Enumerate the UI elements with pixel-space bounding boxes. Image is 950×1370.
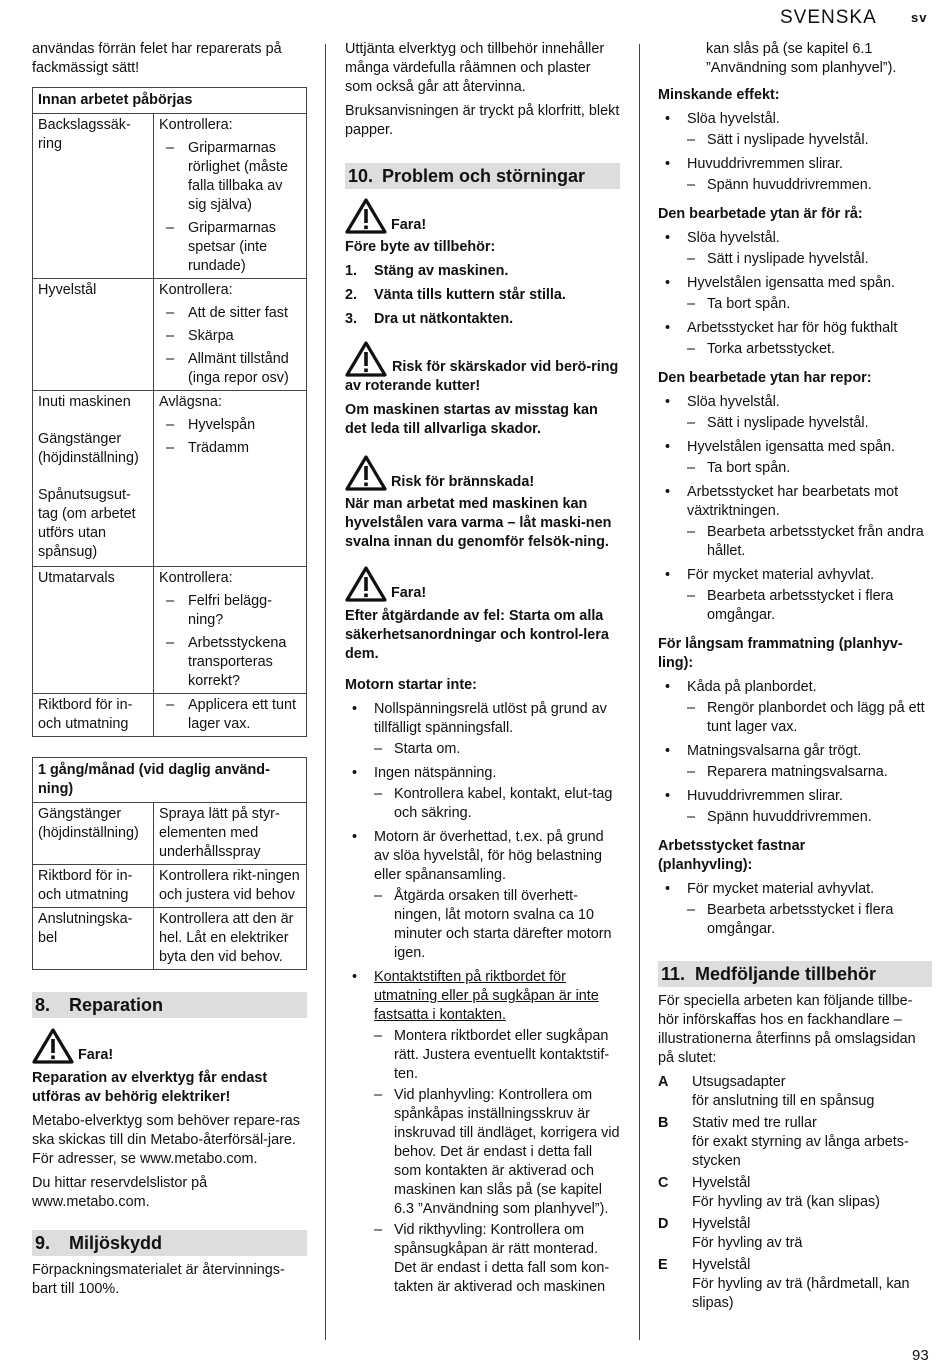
accessory-desc: För hyvling av trä <box>692 1235 803 1251</box>
list-item <box>345 764 620 823</box>
list-item-text: Kåda på planbordet. <box>687 679 817 695</box>
table-cell: Anslutningska-bel <box>33 908 154 970</box>
maintenance-table-monthly <box>32 757 307 970</box>
sub-item: – Sätt i nyslipade hyvelstål. <box>687 414 932 433</box>
section-heading-miljoskydd <box>32 1230 307 1256</box>
accessory-item <box>658 1114 932 1171</box>
table-heading: 1 gång/månad (vid daglig använd-ning) <box>33 758 307 803</box>
table-row <box>33 694 307 737</box>
sub-item: – Spänn huvuddrivremmen. <box>687 176 932 195</box>
paragraph: Du hittar reservdelslistor på www.metabo.com. <box>32 1175 208 1210</box>
accessory-name: Hyvelstål <box>692 1216 751 1232</box>
sub-item: – Vid planhyvling: Kontrollera om spånkåpas inställningsskruv är inskruvad till ändläget, korrigera vid behov. Det är endast i detta fall som kontakten är aktiverad och maskinen kan slås på (se kapitel 6.3 ”Användning som planhyvel”). <box>374 1086 620 1219</box>
warning-triangle-icon <box>32 1028 74 1064</box>
cell-action: Kontrollera: <box>159 117 233 133</box>
language-label: SVENSKA <box>780 7 877 28</box>
cell-item: Gängstänger (höjdinställning) <box>38 431 139 466</box>
table-cell: Riktbord för in- och utmatning <box>33 865 154 908</box>
sub-item: – Torka arbetsstycket. <box>687 340 932 359</box>
intro-text: användas förrän felet har reparerats på fackmässigt sätt! <box>32 41 282 76</box>
warning-text: Om maskinen startas av misstag kan det leda till allvarliga skador. <box>345 402 598 437</box>
accessory-key: B <box>658 1115 669 1131</box>
list-item: – Hyvelspån <box>159 416 301 435</box>
table-row <box>33 279 307 391</box>
list-item-text: Huvuddrivremmen slirar. <box>687 788 843 804</box>
table-row <box>33 908 307 970</box>
table-cell: Riktbord för in- och utmatning <box>33 694 154 737</box>
column-3 <box>658 40 932 1313</box>
sub-item: – Ta bort spån. <box>687 459 932 478</box>
cell-action: Kontrollera: <box>159 282 233 298</box>
list-item-text: Hyvelstålen igensatta med spån. <box>687 439 895 455</box>
list-item: – Arbetsstyckena transporteras korrekt? <box>159 634 301 691</box>
subheading: Motorn startar inte: <box>345 677 477 693</box>
table-cell <box>154 567 307 694</box>
warning-label: Fara! <box>391 585 427 601</box>
warning-text: När man arbetat med maskinen kan hyvelstålen vara varma – låt maski-nen svalna innan du genomför felsök-ning. <box>345 496 612 550</box>
list-item <box>658 319 932 359</box>
table-row <box>33 567 307 694</box>
accessory-key: E <box>658 1257 668 1273</box>
sub-item: – Bearbeta arbetsstycket i flera omgångar. <box>687 587 932 625</box>
sub-item: – Montera riktbordet eller sugkåpan rätt. Justera eventuellt kontaktstif-ten. <box>374 1027 620 1084</box>
sub-item: – Vid rikthyvling: Kontrollera om spånsugkåpan är rätt monterad. Det är endast i detta fall som kon-takten är aktiverad och maskinen <box>374 1221 620 1297</box>
paragraph: Bruksanvisningen är tryckt på klorfritt, blekt papper. <box>345 103 620 138</box>
table-cell <box>154 694 307 737</box>
section-title: Miljöskydd <box>69 1233 163 1253</box>
list-item <box>658 787 932 827</box>
list-item: – Griparmarnas rörlighet (måste falla tillbaka av sig själva) <box>159 139 301 215</box>
section-number: 11. <box>661 964 686 984</box>
list-item-text: Huvuddrivremmen slirar. <box>687 156 843 172</box>
list-item <box>345 828 620 963</box>
cell-item: Spånutsugsut-tag (om arbetet utförs utan spånsug) <box>38 487 136 560</box>
list-item-text: Kontaktstiften på riktbordet för utmatning eller på sugkåpan är inte fastsatta i kontakten. <box>374 969 599 1023</box>
accessory-name: Hyvelstål <box>692 1257 751 1273</box>
list-item-text: Slöa hyvelstål. <box>687 111 780 127</box>
warning <box>345 566 620 602</box>
step-item <box>345 310 620 329</box>
section-heading-problem <box>345 163 620 189</box>
table-cell: Gängstänger (höjdinställning) <box>33 803 154 865</box>
table-cell: Kontrollera att den är hel. Låt en elektriker byta den vid behov. <box>154 908 307 970</box>
subheading: Den bearbetade ytan har repor: <box>658 370 872 386</box>
step-item <box>345 262 620 281</box>
warning-label: Risk för brännskada! <box>391 474 535 490</box>
sub-item: – Bearbeta arbetsstycket i flera omgångar. <box>687 901 932 939</box>
section-number: 9. <box>35 1233 51 1253</box>
sub-item: – Starta om. <box>374 740 620 759</box>
table-row <box>33 114 307 279</box>
column-divider <box>639 44 640 1340</box>
sub-item: – Spänn huvuddrivremmen. <box>687 808 932 827</box>
column-divider <box>325 44 326 1340</box>
warning-label: Risk för skärskador vid berö-ring av roterande kutter! <box>345 359 619 394</box>
section-heading-tillbehor <box>658 961 932 987</box>
accessory-item <box>658 1215 932 1253</box>
step-text: Vänta tills kuttern står stilla. <box>374 287 566 303</box>
maintenance-table-before-work <box>32 87 307 737</box>
accessory-name: Stativ med tre rullar <box>692 1115 817 1131</box>
table-row <box>33 391 307 567</box>
step-number: 3. <box>345 311 358 327</box>
warning-triangle-icon <box>345 566 387 602</box>
step-text: Stäng av maskinen. <box>374 263 509 279</box>
list-item <box>658 678 932 737</box>
section-heading-reparation <box>32 992 307 1018</box>
sub-item: – Ta bort spån. <box>687 295 932 314</box>
sub-item: – Åtgärda orsaken till överhett-ningen, låt motorn svalna ca 10 minuter och starta därefter motorn igen. <box>374 887 620 963</box>
list-item <box>658 155 932 195</box>
list-item: – Felfri belägg-ning? <box>159 592 301 630</box>
section-title: Medföljande tillbehör <box>695 964 877 984</box>
list-item-text: Nollspänningsrelä utlöst på grund av tillfälligt spänningsfall. <box>374 701 607 736</box>
list-item-text: Ingen nätspänning. <box>374 765 497 781</box>
list-item: – Allmänt tillstånd (inga repor osv) <box>159 350 301 388</box>
accessory-name: Utsugsadapter <box>692 1074 786 1090</box>
table-cell <box>154 279 307 391</box>
section-title: Reparation <box>69 995 164 1015</box>
section-number: 10. <box>348 166 374 186</box>
list-item-text: Arbetsstycket har för hög fukthalt <box>687 320 898 336</box>
list-item-text: Slöa hyvelstål. <box>687 394 780 410</box>
table-cell: Backslagssäk-ring <box>33 114 154 279</box>
accessory-desc: för exakt styrning av långa arbets-stycken <box>692 1134 909 1169</box>
accessory-item <box>658 1174 932 1212</box>
sub-item: – Reparera matningsvalsarna. <box>687 763 932 782</box>
list-item-text: Motorn är överhettad, t.ex. på grund av slöa hyvelstål, för hög belastning eller spånansamling. <box>374 829 604 883</box>
accessory-item <box>658 1073 932 1111</box>
list-item <box>345 968 620 1297</box>
warning-text: Reparation av elverktyg får endast utföras av behörig elektriker! <box>32 1070 268 1105</box>
table-cell: Spraya lätt på styr-elementen med underhållsspray <box>154 803 307 865</box>
list-item-text: Slöa hyvelstål. <box>687 230 780 246</box>
subheading: Den bearbetade ytan är för rå: <box>658 206 863 222</box>
sub-item: – Sätt i nyslipade hyvelstål. <box>687 131 932 150</box>
paragraph: Metabo-elverktyg som behöver repare-ras ska skickas till din Metabo-återförsäl-jare. För adresser, se www.metabo.com. <box>32 1113 300 1167</box>
list-item <box>658 566 932 625</box>
warning <box>345 341 620 396</box>
warning-label: Fara! <box>78 1047 114 1063</box>
subheading: För långsam frammatning (planhyv-ling): <box>658 636 903 671</box>
list-item <box>658 393 932 433</box>
table-row <box>33 803 307 865</box>
accessory-item <box>658 1256 932 1313</box>
step-item <box>345 286 620 305</box>
warning-label: Fara! <box>391 217 427 233</box>
accessory-key: A <box>658 1074 669 1090</box>
cell-action: Kontrollera: <box>159 570 233 586</box>
warning <box>32 1028 307 1064</box>
paragraph: kan slås på (se kapitel 6.1 ”Användning som planhyvel”). <box>706 41 897 76</box>
warning <box>345 198 620 234</box>
warning-text: Efter åtgärdande av fel: Starta om alla säkerhetsanordningar och kontrol-lera dem. <box>345 608 609 662</box>
paragraph: För speciella arbeten kan följande tillbe-hör införskaffas hos en fackhandlare – illustrationerna återfinns på omslagsidan på slutet: <box>658 993 916 1066</box>
subheading: Minskande effekt: <box>658 87 780 103</box>
sub-item: – Kontrollera kabel, kontakt, elut-tag och säkring. <box>374 785 620 823</box>
accessory-name: Hyvelstål <box>692 1175 751 1191</box>
section-title: Problem och störningar <box>382 166 586 186</box>
warning-triangle-icon <box>345 341 387 377</box>
warning-triangle-icon <box>345 198 387 234</box>
list-item: – Att de sitter fast <box>159 304 301 323</box>
subheading: Arbetsstycket fastnar (planhyvling): <box>658 838 806 873</box>
list-item-text: Arbetsstycket har bearbetats mot växtriktningen. <box>687 484 899 519</box>
list-item-text: Matningsvalsarna går trögt. <box>687 743 862 759</box>
list-item: – Trädamm <box>159 439 301 458</box>
table-cell: Hyvelstål <box>33 279 154 391</box>
step-text: Dra ut nätkontakten. <box>374 311 514 327</box>
accessory-key: D <box>658 1216 669 1232</box>
warning <box>345 455 620 491</box>
page-number: 93 <box>912 1347 929 1364</box>
column-1 <box>32 40 307 1304</box>
table-cell <box>33 391 154 567</box>
table-row <box>33 865 307 908</box>
sub-item: – Rengör planbordet och lägg på ett tunt lager vax. <box>687 699 932 737</box>
accessory-desc: för anslutning till en spånsug <box>692 1093 875 1109</box>
list-item: – Griparmarnas spetsar (inte rundade) <box>159 219 301 276</box>
list-item <box>658 880 932 939</box>
table-cell <box>154 114 307 279</box>
section-number: 8. <box>35 995 51 1015</box>
list-item <box>658 483 932 561</box>
list-item: – Skärpa <box>159 327 301 346</box>
list-item <box>658 229 932 269</box>
steps-heading: Före byte av tillbehör: <box>345 239 496 255</box>
sub-item: – Sätt i nyslipade hyvelstål. <box>687 250 932 269</box>
table-cell <box>154 391 307 567</box>
accessory-key: C <box>658 1175 669 1191</box>
list-item-text: För mycket material avhyvlat. <box>687 881 875 897</box>
paragraph: Uttjänta elverktyg och tillbehör innehåller många värdefulla råämnen och plaster som också går att återvinna. <box>345 41 605 95</box>
list-item <box>345 700 620 759</box>
table-cell: Utmatarvals <box>33 567 154 694</box>
cell-item: Inuti maskinen <box>38 394 131 410</box>
list-item <box>658 438 932 478</box>
column-2 <box>345 40 620 1297</box>
warning-triangle-icon <box>345 455 387 491</box>
sub-item: – Bearbeta arbetsstycket från andra hållet. <box>687 523 932 561</box>
step-number: 2. <box>345 287 358 303</box>
list-item <box>658 110 932 150</box>
step-number: 1. <box>345 263 358 279</box>
list-item-text: Hyvelstålen igensatta med spån. <box>687 275 895 291</box>
language-code: sv <box>911 10 928 25</box>
list-item-text: För mycket material avhyvlat. <box>687 567 875 583</box>
accessory-desc: För hyvling av trä (hårdmetall, kan slipas) <box>692 1276 910 1311</box>
list-item <box>658 742 932 782</box>
table-heading: Innan arbetet påbörjas <box>33 88 307 114</box>
list-item <box>658 274 932 314</box>
paragraph: Förpackningsmaterialet är återvinnings-bart till 100%. <box>32 1262 285 1297</box>
cell-action: Avlägsna: <box>159 394 222 410</box>
accessory-desc: För hyvling av trä (kan slipas) <box>692 1194 880 1210</box>
list-item: – Applicera ett tunt lager vax. <box>159 696 301 734</box>
table-cell: Kontrollera rikt-ningen och justera vid behov <box>154 865 307 908</box>
